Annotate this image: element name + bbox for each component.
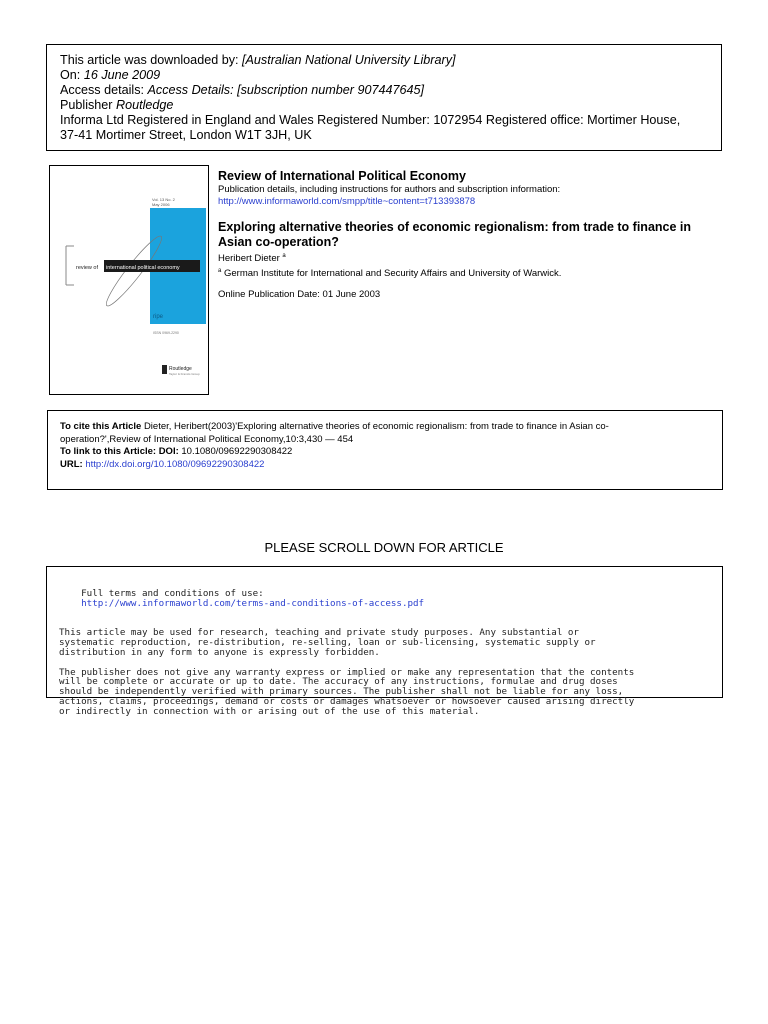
doi-value: 10.1080/09692290308422 [181, 446, 293, 457]
affiliation-line [218, 265, 718, 280]
author-line [218, 250, 718, 265]
journal-info-section [47, 163, 723, 398]
url-label: URL: [60, 458, 83, 470]
cover-issn: ISSN 0969-2290 [153, 331, 179, 335]
cover-publisher-sub: Taylor & Francis Group [169, 372, 200, 376]
doi-url-link[interactable]: http://dx.doi.org/10.1080/09692290308422 [85, 458, 265, 470]
terms-paragraph-2: The publisher does not give any warranty express or implied or make any representation that the contents will be complete or accurate or up to date. The accuracy of any instructions, formulae and drug doses should be independently verified with primary sources. The publisher shall not be liable for any loss, actions, claims, proceedings, demand or costs or damages whatsoever or howsoever caused arising directly or indirectly in connection with or arising out of the use of this material. [59, 666, 635, 717]
online-publication-date: Online Publication Date: 01 June 2003 [218, 289, 381, 301]
cite-text: Dieter, Heribert(2003)'Exploring alternative theories of economic regionalism: from trade to finance in Asian co- [143, 421, 609, 432]
downloaded-by-line [60, 53, 721, 68]
cite-label: To cite this Article [60, 421, 142, 432]
journal-title: Review of International Political Economy [218, 169, 466, 183]
terms-url-link[interactable]: http://www.informaworld.com/terms-and-conditions-of-access.pdf [81, 597, 425, 609]
informa-line-1: Informa Ltd Registered in England and Wales Registered Number: 1072954 Registered office: Mortimer House, [60, 113, 681, 127]
affiliation: German Institute for International and Security Affairs and University of Warwick. [223, 268, 562, 280]
citation-box [47, 410, 723, 490]
publication-details: Publication details, including instructions for authors and subscription information: [218, 184, 561, 195]
terms-label: Full terms and conditions of use: [81, 587, 264, 599]
cover-title-right: international political economy [106, 265, 180, 271]
publisher-value: Routledge [116, 98, 174, 112]
article-title: Exploring alternative theories of economic regionalism: from trade to finance in Asian co-operation? [218, 220, 692, 249]
cover-date: May 2006 [152, 202, 170, 207]
cover-vol: Vol. 13 No. 2 [152, 197, 175, 202]
informa-line-2: 37-41 Mortimer Street, London W1T 3JH, UK [60, 128, 312, 142]
journal-details [218, 169, 718, 301]
doi-line [60, 446, 722, 459]
url-line [60, 459, 722, 472]
link-label: To link to this Article: DOI: [60, 446, 179, 457]
downloaded-by-value: [Australian National University Library] [242, 53, 456, 67]
cover-art [52, 168, 206, 392]
affiliation-superscript: a [218, 268, 222, 275]
scroll-down-heading: PLEASE SCROLL DOWN FOR ARTICLE [264, 540, 504, 555]
cite-line-1 [60, 421, 722, 434]
journal-cover-image [49, 165, 209, 395]
access-label: Access details: [60, 83, 144, 97]
cite-text-2: operation?',Review of International Political Economy,10:3,430 — 454 [60, 433, 354, 445]
on-label: On: [60, 68, 81, 82]
downloaded-by-label: This article was downloaded by: [60, 53, 239, 67]
access-value: Access Details: [subscription number 907447645] [147, 83, 425, 97]
download-date-line [60, 68, 721, 83]
download-info-box [46, 44, 722, 151]
author-name: Heribert Dieter [218, 253, 280, 265]
routledge-logo-icon [162, 365, 167, 374]
publisher-label: Publisher [60, 98, 113, 112]
publisher-line [60, 98, 721, 113]
terms-paragraph-1: This article may be used for research, teaching and private study purposes. Any substantial or systematic reproduction, re-distribution, re-selling, loan or sub-licensing, systematic supply or distribution in any form to anyone is expressly forbidden. [59, 627, 596, 658]
terms-box [46, 566, 723, 717]
journal-url-link[interactable]: http://www.informaworld.com/smpp/title~content=t713393878 [218, 196, 476, 207]
cover-publisher: Routledge [169, 366, 192, 372]
terms-line [59, 579, 709, 618]
author-superscript: a [282, 253, 286, 259]
cover-abbrev: ripe [153, 314, 164, 320]
on-value: 16 June 2009 [83, 68, 161, 82]
cover-title-left: review of [76, 265, 99, 271]
access-details-line [60, 83, 721, 98]
